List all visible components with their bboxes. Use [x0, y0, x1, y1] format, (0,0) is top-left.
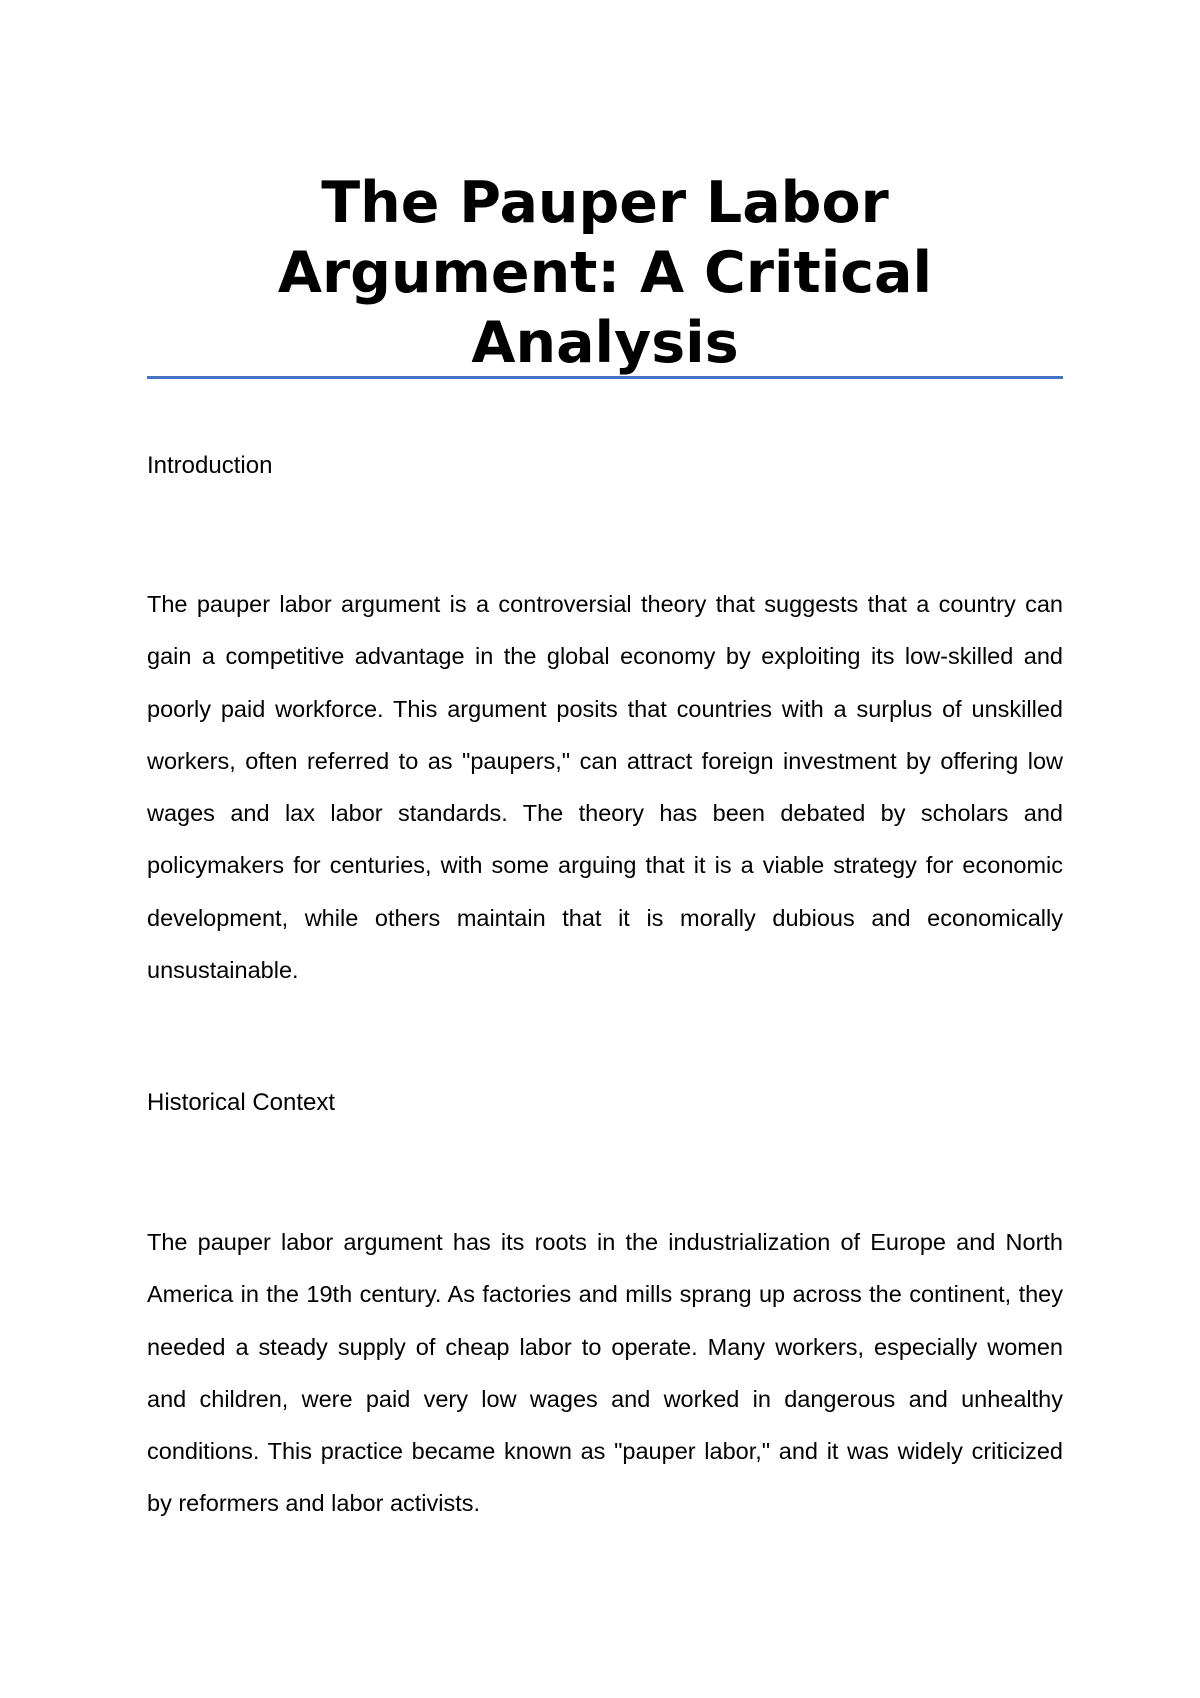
- section-body-introduction: The pauper labor argument is a controversial theory that suggests that a country can gain a competitive advantage in the global economy by exploiting its low-skilled and poorly paid workforce. This argument posits that countries with a surplus of unskilled workers, often referred to as "paupers," can attract foreign investment by offering low wages and lax labor standards. The theory has been debated by scholars and policymakers for centuries, with some arguing that it is a viable strategy for economic development, while others maintain that it is morally dubious and economically unsustainable.: [147, 591, 1063, 984]
- section-heading-historical-context: Historical Context: [147, 1089, 336, 1116]
- section-heading-introduction: Introduction: [147, 452, 273, 479]
- section-body-historical-context: The pauper labor argument has its roots in the industrialization of Europe and North America in the 19th century. As factories and mills sprang up across the continent, they needed a steady supply of cheap labor to operate. Many workers, especially women and children, were paid very low wages and worked in dangerous and unhealthy conditions. This practice became known as "pauper labor," and it was widely criticized by reformers and labor activists.: [147, 1229, 1063, 1517]
- document-title: The Pauper Labor Argument: A Critical Analysis: [277, 170, 933, 376]
- title-underline-rule: [147, 376, 1063, 379]
